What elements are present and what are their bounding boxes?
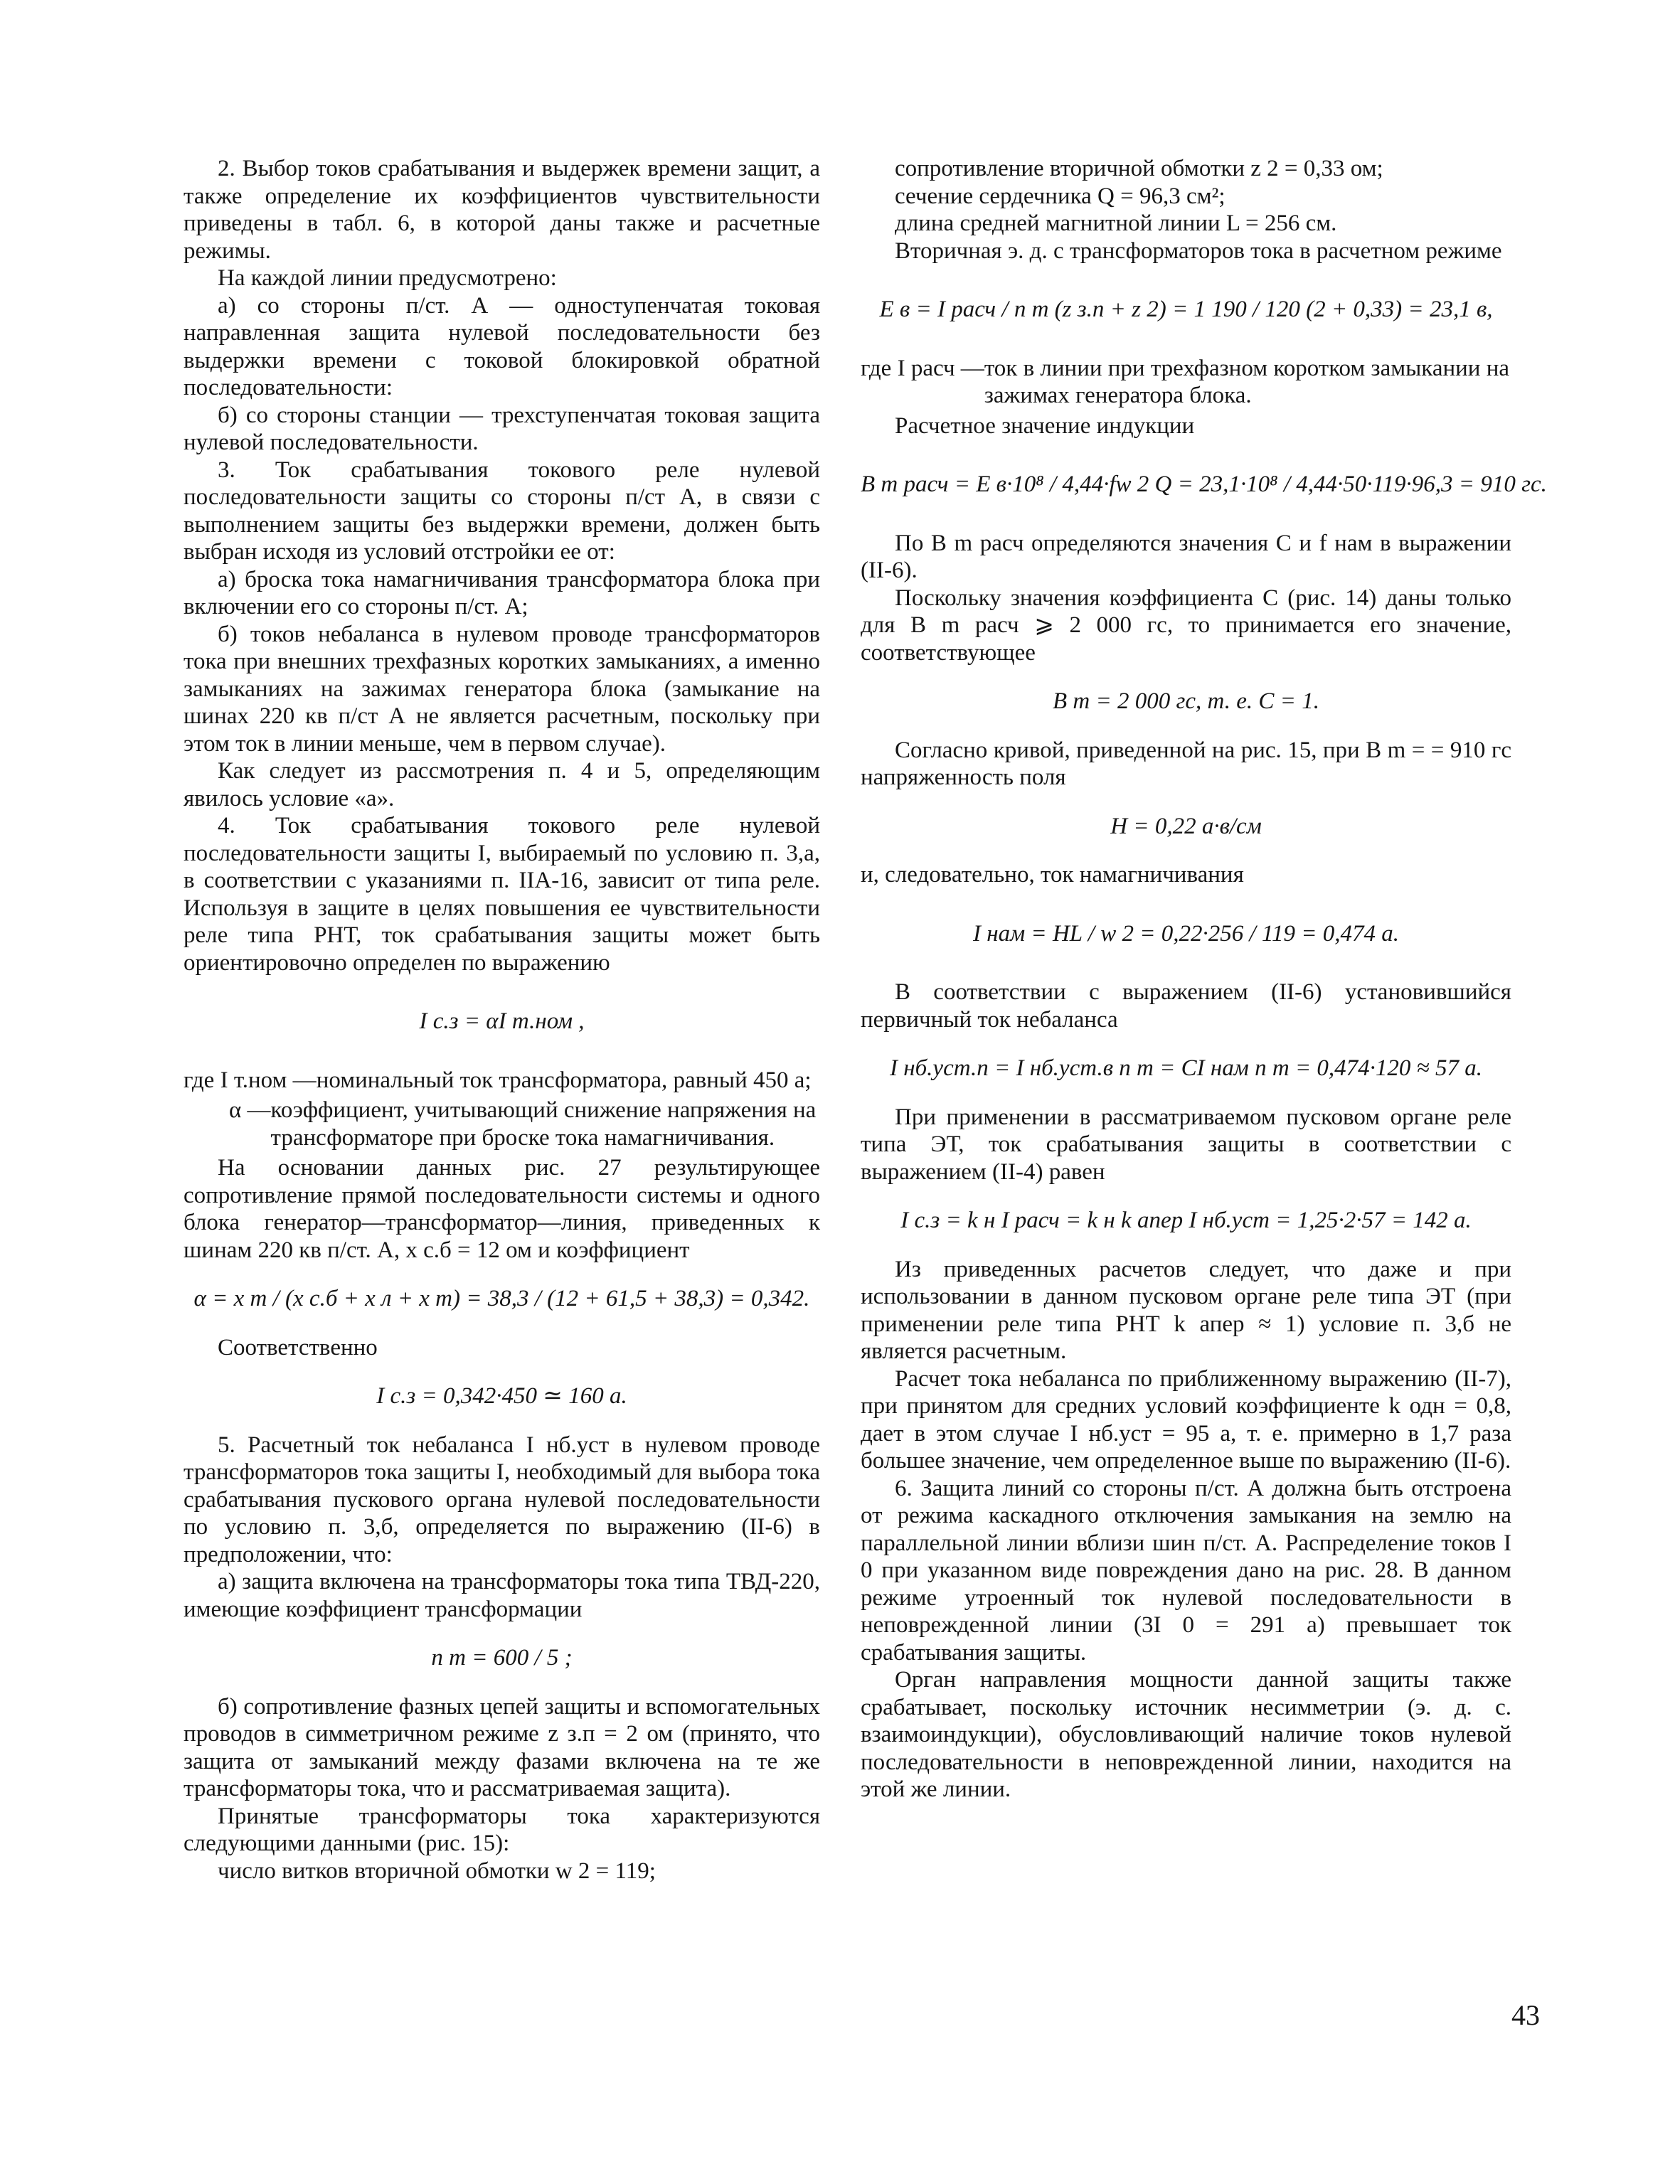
paragraph-5b: б) сопротивление фазных цепей защиты и вспомогательных проводов в симметричном режиме z з.п = 2 ом (принято, что защита от замыканий между фазами включена на те же трансформаторы тока, что и рассматриваемая защита). — [184, 1693, 820, 1801]
where-2 — [184, 1097, 820, 1151]
paragraph-3b: б) токов небаланса в нулевом проводе трансформаторов тока при внешних трехфазных коротких замыканиях, а именно замыканиях на зажимах генератора блока (замыкание на шинах 220 кв п/ст А не является расчетным, поскольку при этом ток в линии меньше, чем в первом случае). — [184, 621, 820, 757]
equation-5: E в = I расч / n т (z з.п + z 2) = 1 190 / 120 (2 + 0,33) = 23,1 в, — [879, 297, 1493, 322]
paragraph-r13: Расчет тока небаланса по приближенному выражению (II-7), при принятом для средних условий коэффициенте k одн = 0,8, дает в этом случае I нб.уст = 95 а, т. е. примерно в 1,7 раза большее значение, чем определенное выше по выражению (II-6). — [861, 1365, 1511, 1474]
paragraph-a: а) со стороны п/ст. А — одноступенчатая токовая направленная защита нулевой последовательности без выдержки времени с токовой блокировкой обратной последовательности: — [184, 292, 820, 400]
paragraph-turns: число витков вторичной обмотки w 2 = 119; — [218, 1858, 656, 1884]
equation-4: n т = 600 / 5 ; — [431, 1645, 573, 1671]
equation-1: I с.з = αI т.ном , — [419, 1008, 585, 1034]
paragraph-r1: сопротивление вторичной обмотки z 2 = 0,33 ом; — [895, 156, 1383, 181]
where-1 — [184, 1067, 820, 1094]
paragraph-b: б) со стороны станции — трехступенчатая токовая защита нулевой последовательности. — [184, 402, 820, 455]
paragraph-follows: Как следует из рассмотрения п. 4 и 5, определяющим явилось условие «а». — [184, 758, 820, 811]
where-3-label: где I расч — — [861, 355, 984, 381]
equation-6: B m расч = E в·10⁸ / 4,44·fw 2 Q = 23,1·10⁸ / 4,44·50·119·96,3 = 910 гс. — [861, 472, 1547, 497]
equation-9: I нам = HL / w 2 = 0,22·256 / 119 = 0,474 а. — [973, 920, 1399, 947]
equation-11: I с.з = k н I расч = k н k апер I нб.уст = 1,25·2·57 = 142 а. — [900, 1208, 1472, 1233]
paragraph-r2: сечение сердечника Q = 96,3 см²; — [895, 183, 1226, 209]
paragraph-accepted: Принятые трансформаторы тока характеризуются следующими данными (рис. 15): — [184, 1803, 820, 1856]
paragraph-accordingly: Соответственно — [218, 1334, 378, 1360]
paragraph-each-line: На каждой линии предусмотрено: — [218, 265, 557, 291]
paragraph-r9: и, следовательно, ток намагничивания — [861, 862, 1244, 888]
paragraph-3: 3. Ток срабатывания токового реле нулевой последовательности защиты со стороны п/ст А, в связи с выполнением защиты без выдержки времени, должен быть выбран исходя из условий отстройки ее от: — [184, 457, 820, 565]
where-3-text: ток в линии при трехфазном коротком замыкании на зажимах генератора блока. — [984, 355, 1510, 408]
equation-3: I с.з = 0,342·450 ≃ 160 а. — [376, 1383, 627, 1409]
equation-7: B m = 2 000 гс, т. е. C = 1. — [1053, 688, 1319, 714]
paragraph-r11: При применении в рассматриваемом пусковом органе реле типа ЭТ, ток срабатывания защиты в соответствии с выражением (II-4) равен — [861, 1104, 1511, 1185]
paragraph-4: 4. Ток срабатывания токового реле нулевой последовательности защиты I, выбираемый по условию п. 3,а, в соответствии с указаниями п. IIА-16, зависит от типа реле. Используя в защите в целях повышения ее чувствительности реле типа РНТ, ток срабатывания защиты может быть ориентировочно определен по выражению — [184, 813, 820, 976]
where-2-text: коэффициент, учитывающий снижение напряжения на трансформаторе при броске тока намагничивания. — [270, 1097, 817, 1151]
page-number: 43 — [1511, 1999, 1540, 2031]
left-column — [184, 155, 820, 1885]
equation-10: I нб.уст.п = I нб.уст.в n т = CI нам n т = 0,474·120 ≈ 57 а. — [889, 1055, 1483, 1081]
paragraph-3a: а) броска тока намагничивания трансформатора блока при включении его со стороны п/ст. А; — [184, 566, 820, 619]
paragraph-fig27: На основании данных рис. 27 результирующее сопротивление прямой последовательности системы и одного блока генератор—трансформатор—линия, приведенных к шинам 220 кв п/ст. А, x с.б = 12 ом и коэффициент — [184, 1155, 820, 1263]
paragraph-2: 2. Выбор токов срабатывания и выдержек времени защит, а также определение их коэффициентов чувствительности приведены в табл. 6, в которой даны также и расчетные режимы. — [184, 156, 820, 264]
paragraph-r5: Расчетное значение индукции — [895, 412, 1195, 439]
right-column — [861, 155, 1547, 1804]
paragraph-r3: длина средней магнитной линии L = 256 см. — [895, 211, 1337, 236]
equation-8: H = 0,22 а·в/см — [1110, 813, 1262, 839]
where-3 — [861, 355, 1511, 410]
paragraph-r4: Вторичная э. д. с трансформаторов тока в расчетном режиме — [895, 238, 1502, 264]
equation-2: α = x т / (x с.б + x л + x т) = 38,3 / (12 + 61,5 + 38,3) = 0,342. — [193, 1286, 810, 1311]
paragraph-5a: а) защита включена на трансформаторы тока типа ТВД-220, имеющие коэффициент трансформации — [184, 1569, 820, 1622]
paragraph-r6: По B m расч определяются значения C и f нам в выражении (II-6). — [861, 530, 1511, 583]
paragraph-r8: Согласно кривой, приведенной на рис. 15, при B m = = 910 гс напряженность поля — [861, 737, 1511, 790]
paragraph-r7: Поскольку значения коэффициента C (рис. 14) даны только для B m расч ⩾ 2 000 гс, то принимается его значение, соответствующее — [861, 585, 1511, 666]
where-1-label: где I т.ном — — [184, 1067, 317, 1093]
where-1-text: номинальный ток трансформатора, равный 450 а; — [316, 1067, 812, 1093]
paragraph-5: 5. Расчетный ток небаланса I нб.уст в нулевом проводе трансформаторов тока защиты I, необходимый для выбора тока срабатывания пускового органа нулевой последовательности по условию п. 3,б, определяется по выражению (II-6) в предположении, что: — [184, 1432, 820, 1567]
paragraph-r10: В соответствии с выражением (II-6) установившийся первичный ток небаланса — [861, 979, 1511, 1033]
paragraph-r14: 6. Защита линий со стороны п/ст. А должна быть отстроена от режима каскадного отключения замыкания на землю на параллельной линии вблизи шин п/ст. А. Распределение токов I 0 при указанном виде повреждения дано на рис. 28. В данном режиме утроенный ток нулевой последовательности в неповрежденной линии (3I 0 = 291 а) превышает ток срабатывания защиты. — [861, 1475, 1511, 1666]
paragraph-r15: Орган направления мощности данной защиты также срабатывает, поскольку источник несимметрии (э. д. с. взаимоиндукции), обусловливающий наличие токов нулевой последовательности в неповрежденной линии, находится на этой же линии. — [861, 1667, 1511, 1802]
where-2-label: α — — [229, 1097, 271, 1123]
paragraph-r12: Из приведенных расчетов следует, что даже и при использовании в данном пусковом органе реле типа ЭТ (при применении реле типа РНТ k апер ≈ 1) условие п. 3,б не является расчетным. — [861, 1256, 1511, 1364]
